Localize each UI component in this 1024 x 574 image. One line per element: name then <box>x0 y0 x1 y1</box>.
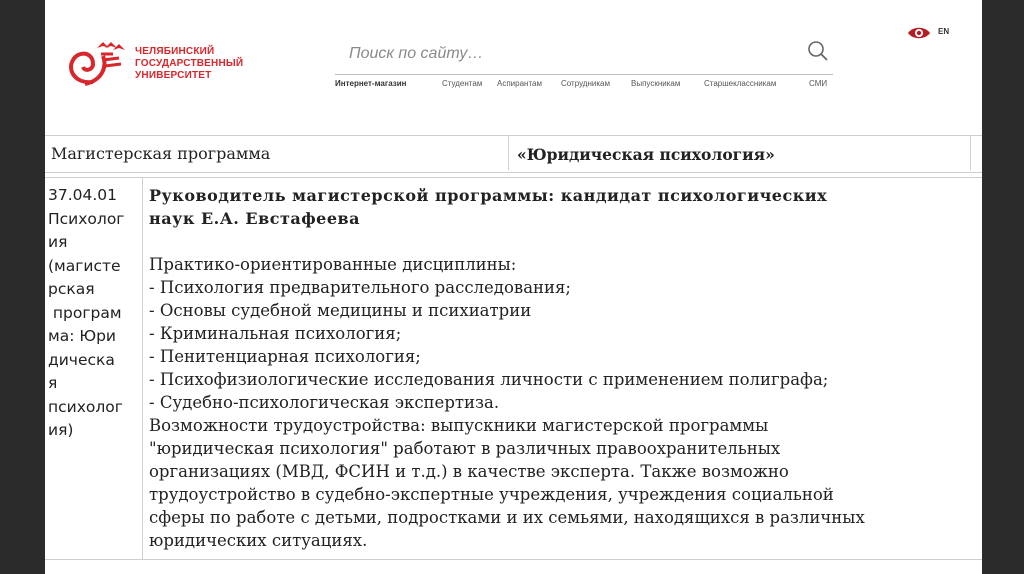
nav-item-media[interactable]: СМИ <box>809 79 828 88</box>
university-name: ЧЕЛЯБИНСКИЙ ГОСУДАРСТВЕННЫЙ УНИВЕРСИТЕТ <box>135 46 244 81</box>
search-icon[interactable] <box>807 40 829 62</box>
discipline-item: - Психология предварительного расследования; <box>149 278 571 297</box>
nav-item-staff[interactable]: Сотрудникам <box>561 79 610 88</box>
employment-text: трудоустройство в судебно-экспертные учреждения, учреждения социальной <box>149 485 834 504</box>
nav-item-alumni[interactable]: Выпускникам <box>631 79 681 88</box>
code-line: 37.04.01 <box>48 186 118 204</box>
code-line: дическа <box>48 350 115 369</box>
program-description-cell <box>149 184 979 552</box>
code-line: психолог <box>48 397 123 416</box>
language-switch[interactable]: EN <box>938 27 950 36</box>
employment-text: юридических ситуациях. <box>149 531 368 550</box>
search-input[interactable] <box>347 40 791 68</box>
top-nav <box>335 79 835 93</box>
supervisor-heading: наук Е.А. Евстафеева <box>149 209 360 228</box>
table-row <box>45 177 982 560</box>
employment-text: сферы по работе с детьми, подростками и их семьями, находящихся в различных <box>149 508 865 527</box>
code-line: ия) <box>48 421 74 439</box>
discipline-item: - Психофизиологические исследования личности с применением полиграфа; <box>149 370 829 389</box>
nav-item-postgraduates[interactable]: Аспирантам <box>497 79 542 88</box>
code-line: (магисте <box>48 256 121 275</box>
column-divider <box>142 178 143 559</box>
employment-text: организациях (МВД, ФСИН и т.д.) в качестве эксперта. Также возможно <box>149 462 789 481</box>
supervisor-heading: Руководитель магистерской программы: кандидат психологических <box>149 186 828 205</box>
table-row <box>45 135 982 173</box>
employment-text: Возможности трудоустройства: выпускники магистерской программы <box>149 416 769 435</box>
row-label: Магистерская программа <box>51 144 271 163</box>
slide <box>45 0 982 574</box>
employment-text: "юридическая психология" работают в различных правоохранительных <box>149 439 781 458</box>
code-line: Психолог <box>48 209 125 228</box>
nav-item-students[interactable]: Студентам <box>442 79 483 88</box>
site-search <box>335 34 833 75</box>
university-logo[interactable] <box>63 40 127 90</box>
code-line: я <box>48 374 58 392</box>
nav-item-shop[interactable]: Интернет-магазин <box>335 79 407 88</box>
discipline-item: - Криминальная психология; <box>149 324 402 343</box>
discipline-item: - Основы судебной медицины и психиатрии <box>149 301 532 320</box>
eye-icon[interactable] <box>907 25 931 41</box>
discipline-item: - Пенитенциарная психология; <box>149 347 421 366</box>
code-line: ма: Юри <box>48 327 116 345</box>
code-line: рская <box>48 280 95 298</box>
code-line: програм <box>48 303 122 322</box>
program-name: «Юридическая психология» <box>517 145 775 164</box>
disciplines-title: Практико-ориентированные дисциплины: <box>149 255 517 274</box>
program-code-cell <box>48 184 141 443</box>
code-line: ия <box>48 233 68 251</box>
nav-item-school-students[interactable]: Старшеклассникам <box>704 79 777 88</box>
discipline-item: - Судебно-психологическая экспертиза. <box>149 393 500 412</box>
